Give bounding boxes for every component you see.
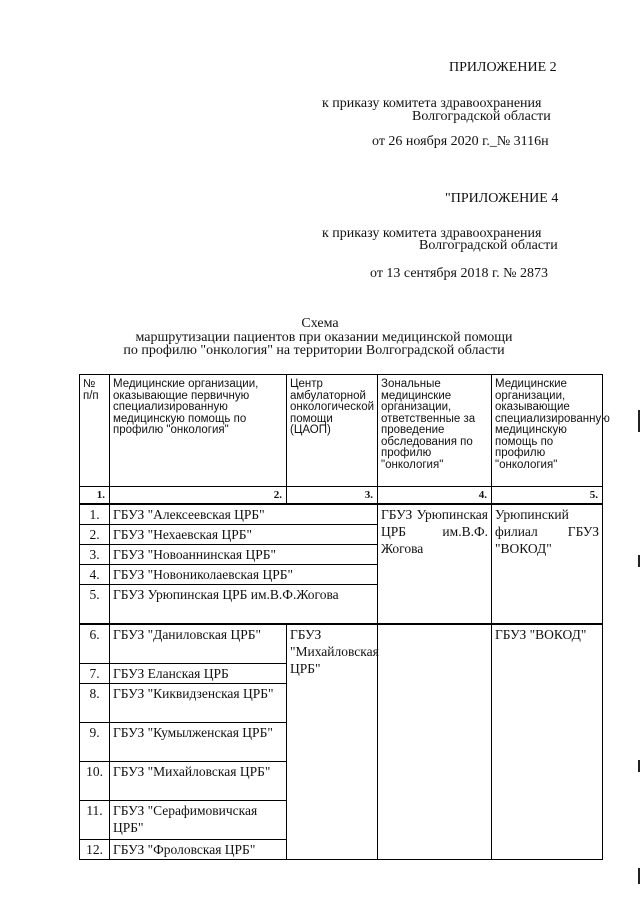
order-date: от 26 ноября 2020 г._№ 3116н [372, 134, 549, 149]
group1-specialized: Урюпинский филиал ГБУЗ "ВОКОД" [492, 504, 603, 624]
order2-line2: Волгоградской области [419, 238, 558, 253]
row-number: 3. [80, 545, 110, 565]
group2-specialized: ГБУЗ "ВОКОД" [492, 624, 603, 860]
column-numbers-row [80, 487, 603, 505]
appendix2-label: ПРИЛОЖЕНИЕ 2 [449, 60, 557, 75]
row-org: ГБУЗ "Новониколаевская ЦРБ" [110, 565, 378, 585]
header-zonal: Зональные медицинские организации, ответственные за проведение обследования по профилю "онкология" [378, 375, 492, 487]
header-primary-orgs: Медицинские организации, оказывающие первичную специализированную медицинскую помощь по профилю "онкология" [110, 375, 287, 487]
appendix4-label: "ПРИЛОЖЕНИЕ 4 [445, 191, 559, 206]
order-line1: к приказу комитета здравоохранения [322, 96, 542, 111]
row-number: 7. [80, 664, 110, 684]
order-line2: Волгоградской области [412, 109, 551, 124]
table-row [80, 504, 603, 525]
row-org: ГБУЗ "Нехаевская ЦРБ" [110, 525, 378, 545]
routing-table [79, 374, 610, 860]
order2-date: от 13 сентября 2018 г. № 2873 [370, 266, 548, 281]
doc-subtitle-1: маршрутизации пациентов при оказании медицинской помощи [135, 330, 513, 345]
header-number: № п/п [80, 375, 110, 487]
row-org: ГБУЗ "Алексеевская ЦРБ" [110, 504, 378, 525]
doc-title: Схема [301, 316, 339, 331]
group2-zonal-empty [378, 624, 492, 860]
header-caop: Центр амбулаторной онкологической помощи (ЦАОП) [287, 375, 378, 487]
table-header-row [80, 375, 603, 487]
table-row [80, 624, 603, 664]
row-org: ГБУЗ "Михайловская ЦРБ" [110, 762, 287, 801]
row-number: 12. [80, 840, 110, 860]
doc-subtitle-2: по профилю "онкология" на территории Волгоградской области [123, 343, 505, 358]
group2-caop: ГБУЗ "Михайловская ЦРБ" [287, 624, 378, 860]
row-org: ГБУЗ "Киквидзенская ЦРБ" [110, 684, 287, 723]
colnum: 5. [492, 487, 603, 505]
row-number: 5. [80, 585, 110, 625]
row-number: 9. [80, 723, 110, 762]
order2-line1: к приказу комитета здравоохранения [322, 226, 542, 241]
header-specialized: Медицинские организации, оказывающие специализированную медицинскую помощь по профилю "онкология" [492, 375, 603, 487]
colnum: 3. [287, 487, 378, 505]
row-org: ГБУЗ Урюпинская ЦРБ им.В.Ф.Жогова [110, 585, 378, 625]
colnum: 4. [378, 487, 492, 505]
row-number: 2. [80, 525, 110, 545]
row-org: ГБУЗ "Даниловская ЦРБ" [110, 624, 287, 664]
row-number: 11. [80, 801, 110, 840]
row-org: ГБУЗ "Новоаннинская ЦРБ" [110, 545, 378, 565]
row-number: 10. [80, 762, 110, 801]
row-number: 1. [80, 504, 110, 525]
row-org: ГБУЗ "Фроловская ЦРБ" [110, 840, 287, 860]
row-org: ГБУЗ "Кумылженская ЦРБ" [110, 723, 287, 762]
colnum: 2. [110, 487, 287, 505]
colnum: 1. [80, 487, 110, 505]
row-org: ГБУЗ "Серафимовичская ЦРБ" [110, 801, 287, 840]
row-number: 4. [80, 565, 110, 585]
group1-zonal: ГБУЗ Урюпинская ЦРБ им.В.Ф. Жогова [378, 504, 492, 624]
row-org: ГБУЗ Еланская ЦРБ [110, 664, 287, 684]
row-number: 6. [80, 624, 110, 664]
row-number: 8. [80, 684, 110, 723]
